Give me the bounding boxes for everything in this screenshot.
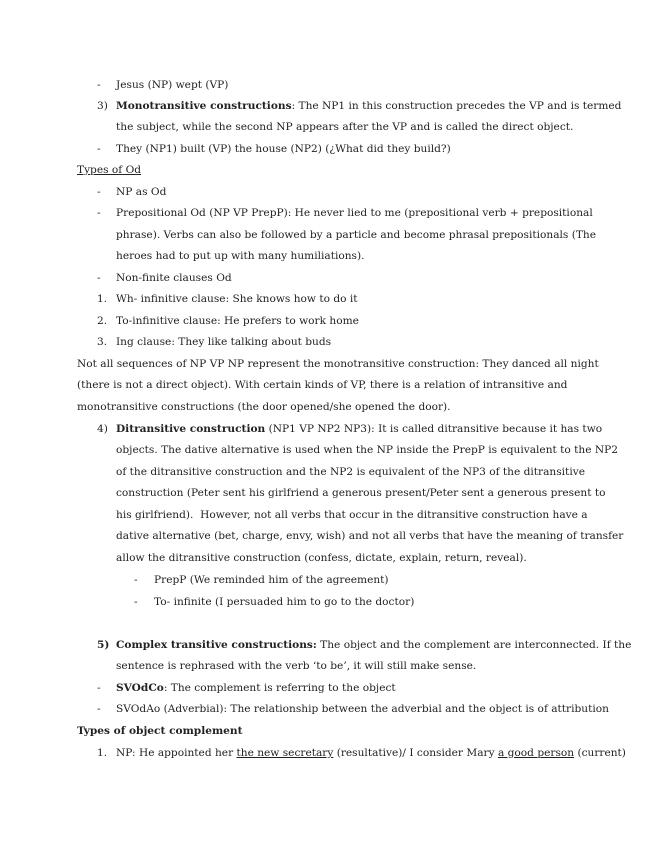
line-text: sentence is rephrased with the verb ‘to be’, it will still make sense. — [116, 660, 477, 672]
bullet-marker: - — [97, 143, 101, 155]
line-text: construction (Peter sent his girlfriend a generous present/Peter sent a generous present to — [116, 487, 606, 499]
line-text: SVOdAo (Adverbial): The relationship between the adverbial and the object is of attribution — [116, 703, 609, 715]
line-text: heroes had to put up with many humiliations). — [116, 250, 365, 262]
line-text: : The NP1 in this construction precedes the VP and is termed — [291, 100, 622, 112]
line-text: : The complement is referring to the object — [163, 682, 396, 694]
bullet-marker: - — [97, 207, 101, 219]
line-text: (resultative)/ I consider Mary — [333, 747, 498, 759]
line-text: monotransitive constructions (the door opened/she opened the door). — [77, 401, 451, 413]
section-term: SVOdCo — [116, 682, 164, 694]
line-text: They (NP1) built (VP) the house (NP2) (¿What did they build?) — [116, 143, 451, 155]
list-number: 1. — [97, 293, 108, 305]
bullet-marker: - — [97, 272, 101, 284]
bullet-marker: - — [97, 703, 101, 715]
section-term: Complex transitive constructions: — [116, 639, 317, 651]
line-text: Prepositional Od (NP VP PrepP): He never lied to me (prepositional verb + prepositional — [116, 207, 593, 219]
line-text: PrepP (We reminded him of the agreement) — [154, 574, 389, 586]
subheading: Types of Od — [77, 164, 142, 176]
line-text: NP: He appointed her — [116, 747, 237, 759]
line-text: of the ditransitive construction and the NP2 is equivalent of the NP3 of the ditransitive — [116, 466, 585, 478]
section-term: Monotransitive constructions — [116, 100, 292, 112]
line-text: Non-finite clauses Od — [116, 272, 232, 284]
list-number: 3. — [97, 336, 108, 348]
line-text: allow the ditransitive construction (confess, dictate, explain, return, reveal). — [116, 552, 527, 564]
underlined-phrase: the new secretary — [236, 747, 334, 759]
bullet-marker: - — [97, 682, 101, 694]
line-text: his girlfriend). However, not all verbs that occur in the ditransitive construction have a — [116, 509, 588, 521]
line-text: Jesus (NP) wept (VP) — [116, 79, 229, 91]
line-text: Ing clause: They like talking about buds — [116, 336, 332, 348]
list-number: 4) — [97, 423, 108, 435]
bullet-marker: - — [134, 596, 138, 608]
subheading: Types of object complement — [77, 725, 243, 737]
line-text: (NP1 VP NP2 NP3): It is called ditransitive because it has two — [265, 423, 603, 435]
line-text: The object and the complement are interconnected. If the — [316, 639, 632, 651]
list-number: 2. — [97, 315, 108, 327]
list-number: 5) — [97, 639, 110, 651]
line-text: dative alternative (bet, charge, envy, wish) and not all verbs that have the meaning of transfer — [116, 530, 624, 542]
underlined-phrase: a good person — [497, 747, 575, 759]
line-text: (there is not a direct object). With certain kinds of VP, there is a relation of intransitive and — [77, 379, 568, 391]
line-text: phrase). Verbs can also be followed by a particle and become phrasal prepositionals (The — [116, 229, 596, 241]
line-text: (current) — [574, 747, 626, 759]
bullet-marker: - — [134, 574, 138, 586]
line-text: NP as Od — [116, 186, 167, 198]
bullet-marker: - — [97, 186, 101, 198]
list-number: 1. — [97, 747, 108, 759]
line-text: Wh- infinitive clause: She knows how to do it — [116, 293, 358, 305]
list-number: 3) — [97, 100, 108, 112]
line-text: objects. The dative alternative is used when the NP inside the PrepP is equivalent to the NP2 — [116, 444, 618, 456]
bullet-marker: - — [97, 79, 101, 91]
line-text: the subject, while the second NP appears after the VP and is called the direct object. — [116, 121, 574, 133]
line-text: Not all sequences of NP VP NP represent the monotransitive construction: They danced all night — [77, 358, 599, 370]
line-text: To-infinitive clause: He prefers to work home — [116, 315, 359, 327]
section-term: Ditransitive construction — [116, 423, 266, 435]
line-text: To- infinite (I persuaded him to go to the doctor) — [154, 596, 415, 608]
